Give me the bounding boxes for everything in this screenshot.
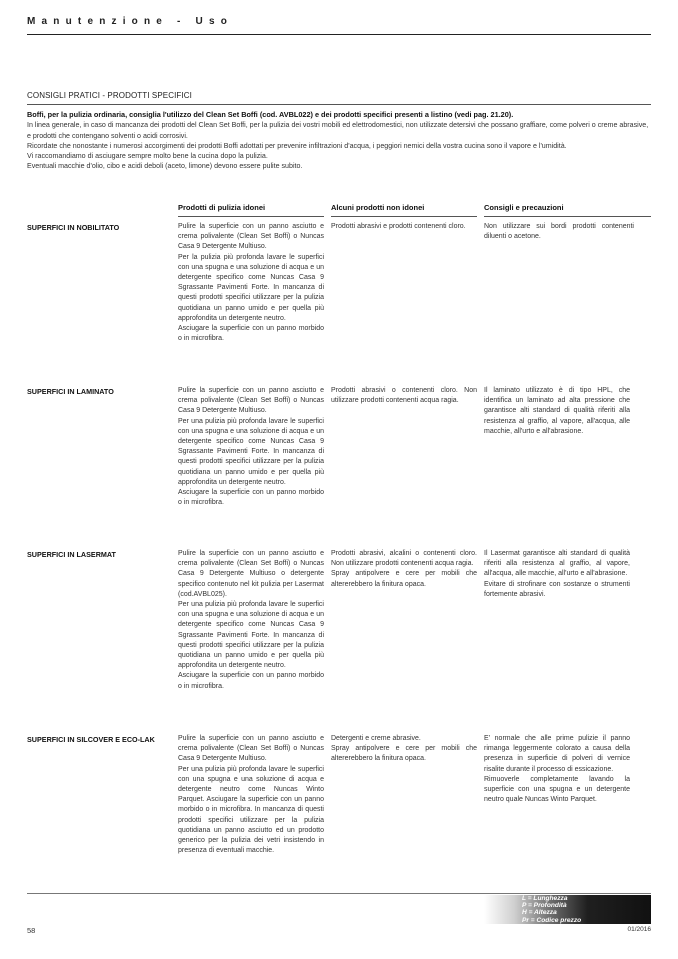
cell-paragraph: Non utilizzare sui bordi prodotti contenenti diluenti o acetone. (484, 223, 634, 241)
cell-paragraph: Evitare di strofinare con sostanze o strumenti fortemente abrasivi. (484, 580, 630, 598)
row-label-nobilitato: SUPERFICI IN NOBILITATO (27, 223, 120, 232)
column-header-unsuitable: Alcuni prodotti non idonei (331, 203, 425, 212)
cell-suitable-nobilitato (178, 222, 324, 344)
column-header-advice: Consigli e precauzioni (484, 203, 564, 212)
column-header-rule (178, 216, 324, 217)
cell-advice-laminato (484, 386, 630, 437)
cell-advice-silcover (484, 734, 630, 805)
cell-paragraph: Spray antipolvere e cere per mobili che altererebbero la finitura opaca. (331, 745, 477, 763)
row-label-lasermat: SUPERFICI IN LASERMAT (27, 550, 116, 559)
cell-paragraph: Rimuoverle completamente lavando la superficie con una spugna e un detergente neutro quale Nuncas Winto Parquet. (484, 775, 630, 804)
cell-advice-nobilitato (484, 222, 634, 242)
column-header-rule (484, 216, 651, 217)
cell-paragraph: Il laminato utilizzato è di tipo HPL, che identifica un laminato ad alta pressione che garantisce alti standard di qualità riferiti alla resistenza al graffio, al vapore, all'acqua, alle macchie, all'urto e all'abrasione. (484, 387, 630, 435)
cell-paragraph: Pulire la superficie con un panno asciutto e crema polivalente (Clean Set Boffi) o Nuncas Casa 9 Detergente Multiuso. (178, 735, 324, 763)
intro-line: Ricordate che nonostante i numerosi accorgimenti dei prodotti Boffi adottati per prevenire infiltrazioni d'acqua, i peggiori nemici della vostra cucina sono il vapore e l'umidità. (27, 141, 567, 150)
cell-paragraph: Per una pulizia più profonda lavare le superfici con una spugna e una soluzione di acqua e un detergente specifico come Nuncas Casa 9 Sgrassante Pavimenti Forte. In mancanza di questi prodotti specifici utilizzare per la pulizia quotidiana un panno umido e per quella più approfondita un detergente neutro. (178, 417, 324, 486)
cell-paragraph: Detergenti e creme abrasive. (331, 735, 421, 742)
cell-unsuitable-lasermat (331, 549, 477, 590)
row-label-silcover: SUPERFICI IN SILCOVER E ECO-LAK (27, 735, 155, 744)
cell-paragraph: Pulire la superficie con un panno asciutto e crema polivalente (Clean Set Boffi) o Nuncas Casa 9 Detergente Multiuso o detergente specifico contenuto nel kit pulizia per Lasermat (cod.AVBL025). (178, 550, 324, 598)
section-title: CONSIGLI PRATICI - PRODOTTI SPECIFICI (27, 91, 192, 100)
cell-paragraph: Per la pulizia più profonda lavare le superfici con una spugna e una soluzione di acqua e un detergente specifico come Nuncas Casa 9 Sgrassante Pavimenti Forte. In mancanza di questi prodotti specifici utilizzare per la pulizia quotidiana un panno umido e per quella più approfondita un detergente neutro. (178, 253, 324, 322)
cell-suitable-silcover (178, 734, 324, 856)
cell-unsuitable-laminato (331, 386, 477, 406)
legend-line: Pr = Codice prezzo (522, 916, 582, 924)
intro-line: Eventuali macchie d'olio, cibo e acidi deboli (aceto, limone) devono essere pulite subito. (27, 162, 303, 171)
revision-date: 01/2016 (627, 926, 651, 933)
section-divider (27, 104, 651, 105)
legend-line: P = Profondità (522, 902, 567, 910)
legend-lines (522, 895, 581, 924)
cell-paragraph: Il Lasermat garantisce alti standard di qualità riferiti alla resistenza al graffio, al vapore, all'acqua, alle macchie, all'urto e all'abrasione. (484, 550, 630, 578)
cell-advice-lasermat (484, 549, 630, 600)
cell-paragraph: Spray antipolvere e cere per mobili che altererebbero la finitura opaca. (331, 570, 477, 588)
column-header-rule (331, 216, 477, 217)
cell-paragraph: Prodotti abrasivi e prodotti contenenti cloro. (331, 223, 466, 230)
intro-line: In linea generale, in caso di mancanza dei prodotti del Clean Set Boffi, per la pulizia dei vostri mobili ed elettrodomestici, non utilizzate detersivi che possano graffiare, come polveri o creme abrasive, e prodotti che contengano solventi o acidi corrosivi. (27, 121, 649, 140)
dimension-legend (484, 895, 651, 924)
cell-paragraph: Asciugare la superficie con un panno morbido o in microfibra. (178, 325, 324, 343)
intro-line: Vi raccomandiamo di asciugare sempre molto bene la cucina dopo la pulizia. (27, 152, 268, 161)
legend-line: L = Lunghezza (522, 895, 568, 902)
cell-paragraph: Per una pulizia più profonda lavare le superfici con una spugna e una soluzione di acqua e detergente neutro come Nuncas Winto Parquet. Asciugare la superficie con un panno morbido o in microfibra. In mancanza di questi prodotti specifici utilizzare per la pulizia quotidiana un panno asciutto ed un prodotto generico per la pulizia dei vetri insistendo in presenza di eventuali macchie. (178, 765, 324, 855)
intro-text (27, 110, 652, 172)
footer-divider (27, 893, 651, 894)
cell-paragraph: Asciugare la superficie con un panno morbido o in microfibra. (178, 489, 324, 507)
cell-paragraph: Asciugare la superficie con un panno morbido o in microfibra. (178, 672, 324, 690)
cell-unsuitable-nobilitato (331, 222, 477, 232)
page-header-title: Manutenzione - Uso (27, 16, 234, 27)
cell-suitable-lasermat (178, 549, 324, 692)
cell-suitable-laminato (178, 386, 324, 508)
row-label-laminato: SUPERFICI IN LAMINATO (27, 387, 114, 396)
cell-paragraph: Per una pulizia più profonda lavare le superfici con una spugna e una soluzione di acqua e un detergente specifico come Nuncas Casa 9 Sgrassante Pavimenti Forte. In mancanza di questi prodotti specifici utilizzare per la pulizia quotidiana un panno umido e per quella più approfondita un detergente neutro. (178, 601, 324, 670)
page-number: 58 (27, 926, 36, 935)
cell-paragraph: Prodotti abrasivi, alcalini o contenenti cloro. Non utilizzare prodotti contenenti acqua ragia. (331, 550, 477, 568)
cell-paragraph: Pulire la superficie con un panno asciutto e crema polivalente (Clean Set Boffi) o Nuncas Casa 9 Detergente Multiuso. (178, 223, 324, 251)
cell-paragraph: E' normale che alle prime pulizie il panno rimanga leggermente colorato a causa della presenza in superficie di polveri di vernice risalite durante il processo di essicazione. (484, 735, 630, 773)
cell-paragraph: Pulire la superficie con un panno asciutto e crema polivalente (Clean Set Boffi) o Nuncas Casa 9 Detergente Multiuso. (178, 387, 324, 415)
header-divider (27, 34, 651, 35)
column-header-suitable: Prodotti di pulizia idonei (178, 203, 266, 212)
intro-lead: Boffi, per la pulizia ordinaria, consiglia l'utilizzo del Clean Set Boffi (cod. AVBL022) e dei prodotti specifici presenti a listino (vedi pag. 21.20). (27, 110, 514, 119)
legend-line: H = Altezza (522, 909, 557, 917)
cell-unsuitable-silcover (331, 734, 477, 765)
cell-paragraph: Prodotti abrasivi o contenenti cloro. Non utilizzare prodotti contenenti acqua ragia. (331, 387, 477, 405)
